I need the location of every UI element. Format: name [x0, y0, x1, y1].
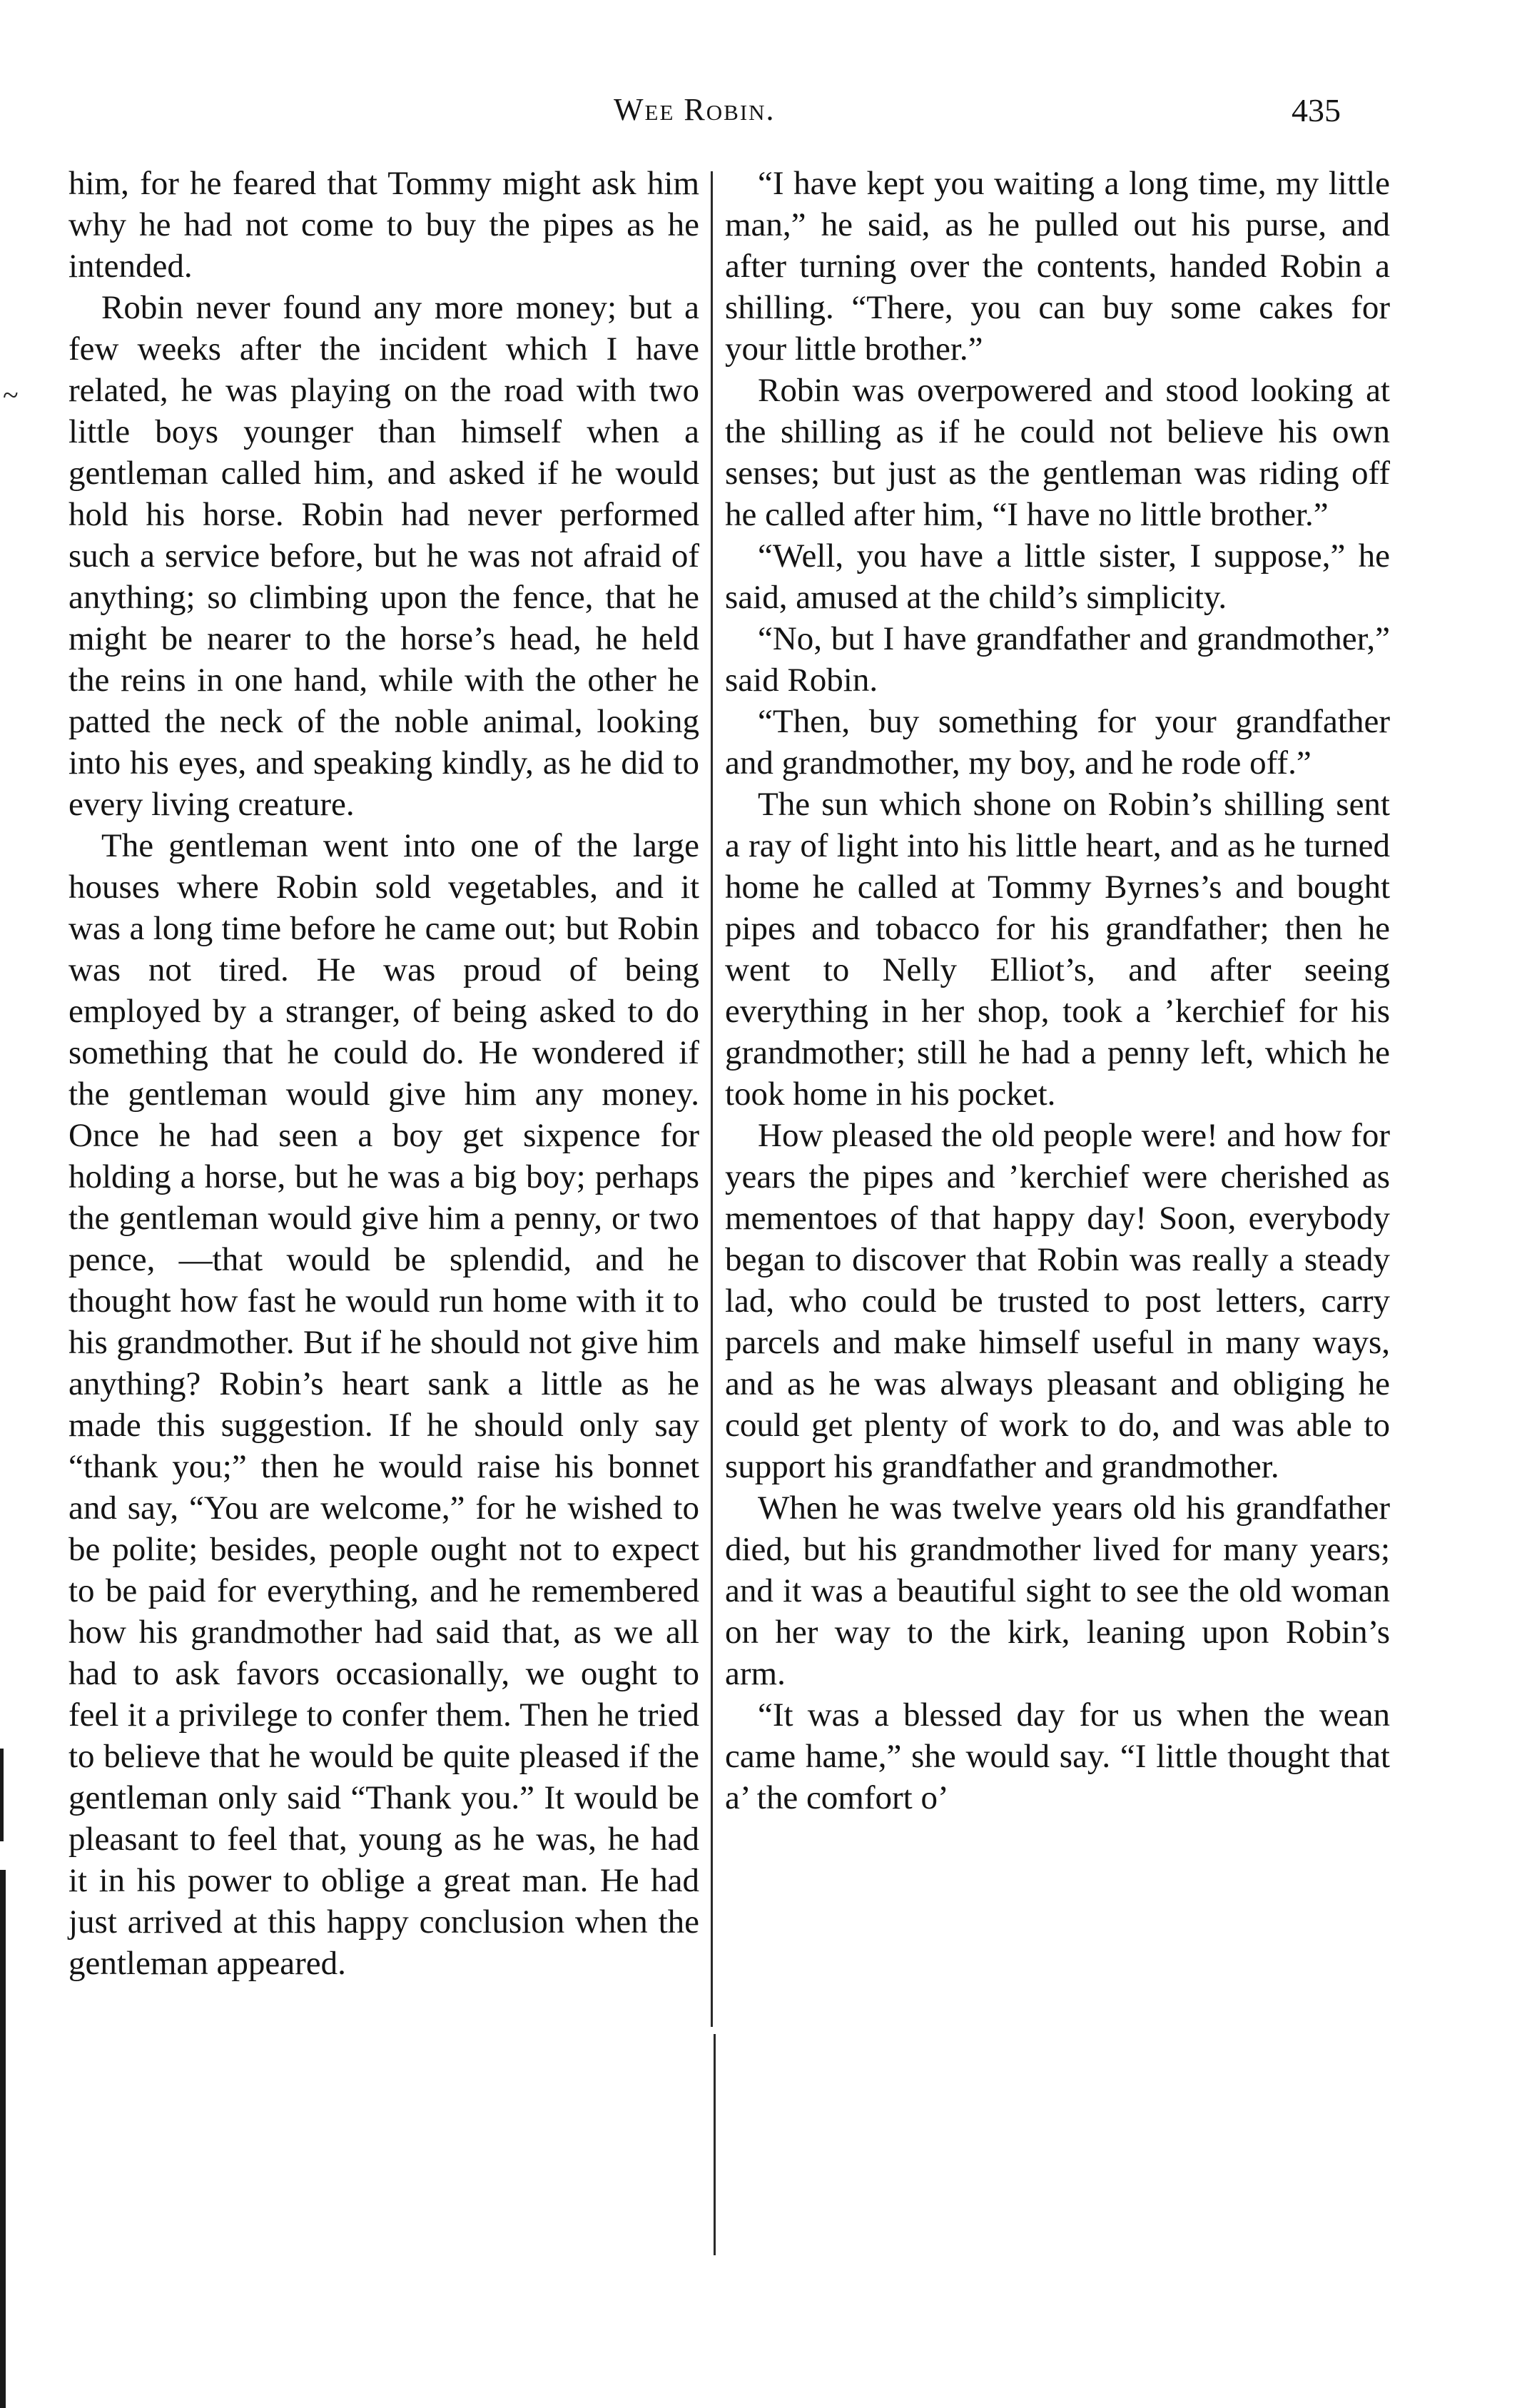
column-divider — [714, 2034, 716, 2255]
paragraph: How pleased the old people were! and how for years the pipes and ’kerchief were cherished as mementoes of that happy day! Soon, everybody began to discover that Robin was really a steady lad, who could be trusted to post letters, carry parcels and make himself useful in many ways, and as he was always pleasant and obliging he could get plenty of work to do, and was able to support his grandfather and grandmother. — [725, 1117, 1390, 1485]
paragraph: “I have kept you waiting a long time, my little man,” he said, as he pulled out his purse, and after turning over the contents, handed Robin a shilling. “There, you can buy some cakes for your little brother.” — [725, 165, 1390, 368]
left-column — [69, 163, 699, 1984]
margin-mark: ~ — [3, 379, 19, 411]
page-number: 435 — [1292, 92, 1341, 128]
paragraph: “It was a blessed day for us when the wean came hame,” she would say. “I little thought that a’ the comfort o’ — [725, 1696, 1390, 1816]
paragraph: When he was twelve years old his grandfather died, but his grandmother lived for many years; and it was a beautiful sight to see the old woman on her way to the kirk, leaning upon Robin’s arm. — [725, 1489, 1390, 1692]
paragraph: “Well, you have a little sister, I suppose,” he said, amused at the child’s simplicity. — [725, 537, 1390, 616]
paragraph: “Then, buy something for your grandfather and grandmother, my boy, and he rode off.” — [725, 703, 1390, 781]
page-edge-shadow — [0, 1749, 4, 1841]
paragraph: him, for he feared that Tommy might ask him why he had not come to buy the pipes as he intended. — [69, 165, 699, 285]
paragraph: Robin was overpowered and stood looking at the shilling as if he could not believe his own senses; but just as the gentleman was riding off he called after him, “I have no little brother.” — [725, 372, 1390, 533]
paragraph: The sun which shone on Robin’s shilling sent a ray of light into his little heart, and as he turned home he called at Tommy Byrnes’s and bought pipes and tobacco for his grandfather; then he went to Nelly Elliot’s, and after seeing everything in her shop, took a ’kerchief for his grandmother; still he had a penny left, which he took home in his pocket. — [725, 786, 1390, 1113]
running-title: Wee Robin. — [614, 92, 776, 127]
right-column — [725, 163, 1390, 1818]
paragraph: The gentleman went into one of the large houses where Robin sold vegetables, and it was a long time before he came out; but Robin was not tired. He was proud of being employed by a stranger, of being asked to do something that he could do. He wondered if the gentleman would give him any money. Once he had seen a boy get sixpence for holding a horse, but he was a big boy; perhaps the gentleman would give him a penny, or two pence, —that would be splendid, and he thought how fast he would run home with it to his grandmother. But if he should not give him anything? Robin’s heart sank a little as he made this suggestion. If he should only say “thank you;” then he would raise his bonnet and say, “You are welcome,” for he wished to be polite; besides, people ought not to expect to be paid for everything, and he remembered how his grandmother had said that, as we all had to ask favors occasionally, we ought to feel it a privilege to confer them. Then he tried to believe that he would be quite pleased if the gentleman only said “Thank you.” It would be pleasant to feel that, young as he was, he had it in his power to oblige a great man. He had just arrived at this happy conclusion when the gentleman appeared. — [69, 827, 699, 1982]
paragraph: “No, but I have grandfather and grandmother,” said Robin. — [725, 620, 1390, 699]
paragraph: Robin never found any more money; but a few weeks after the incident which I have related, he was playing on the road with two little boys younger than himself when a gentleman called him, and asked if he would hold his horse. Robin had never performed such a service before, but he was not afraid of anything; so climbing upon the fence, that he might be nearer to the horse’s head, he held the reins in one hand, while with the other he patted the neck of the noble animal, looking into his eyes, and speaking kindly, as he did to every living creature. — [69, 289, 699, 823]
page-edge-shadow — [0, 1870, 6, 2408]
column-divider — [711, 171, 713, 2027]
